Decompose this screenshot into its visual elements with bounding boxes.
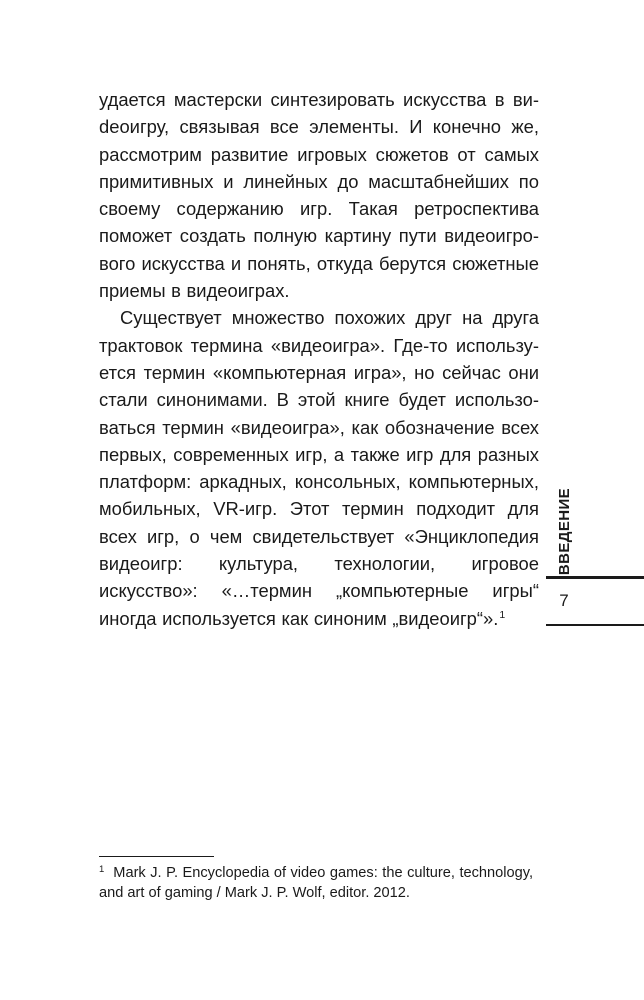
footnote-reference[interactable]: 1 [499,608,506,621]
paragraph-1: удается мастерски синтезировать искусства в виdeоигру, связывая все элементы. И конечно же, рассмотрим развитие игровых сюжетов от самых примитивных и линейных до масштабнейших по своему содержанию игр. Такая ретроспектива поможет создать полную картину пути видеоигрового искусства и понять, откуда берутся сюжетные приемы в видеоиграх. [99,89,539,302]
sidebar-rule-top [546,576,644,579]
main-text [99,86,539,632]
footnote-number: 1 [99,864,105,875]
paragraph-2 [99,304,539,632]
footnote-text: Mark J. P. Encyclopedia of video games: the culture, technology, and art of gaming / Mark J. P. Wolf, editor. 2012. [99,865,533,901]
section-title [553,487,577,575]
section-title-text: ВВЕДЕНИЕ [556,487,574,575]
paragraph-2-text: Существует множество похожих друг на друга трактовок термина «видеоигра». Где-то используется термин «компьютерная игра», но сейчас они стали синонимами. В этой книге будет использоваться термин «видеоигра», как обозначение всех первых, современных игр, а также игр для разных платформ: аркадных, консольных, компьютерных, мобильных, VR-игр. Этот термин подходит для всех игр, о чем свидетельствует «Энциклопедия видеоигр: культура, технологии, игровое искусство»: «…термин „компьютерные игры“ иногда используется как синоним „видеоигр“». [99,307,539,629]
footnote [99,863,533,903]
sidebar-rule-bottom [546,624,644,626]
page-number: 7 [559,591,569,610]
footnote-separator [99,856,214,857]
